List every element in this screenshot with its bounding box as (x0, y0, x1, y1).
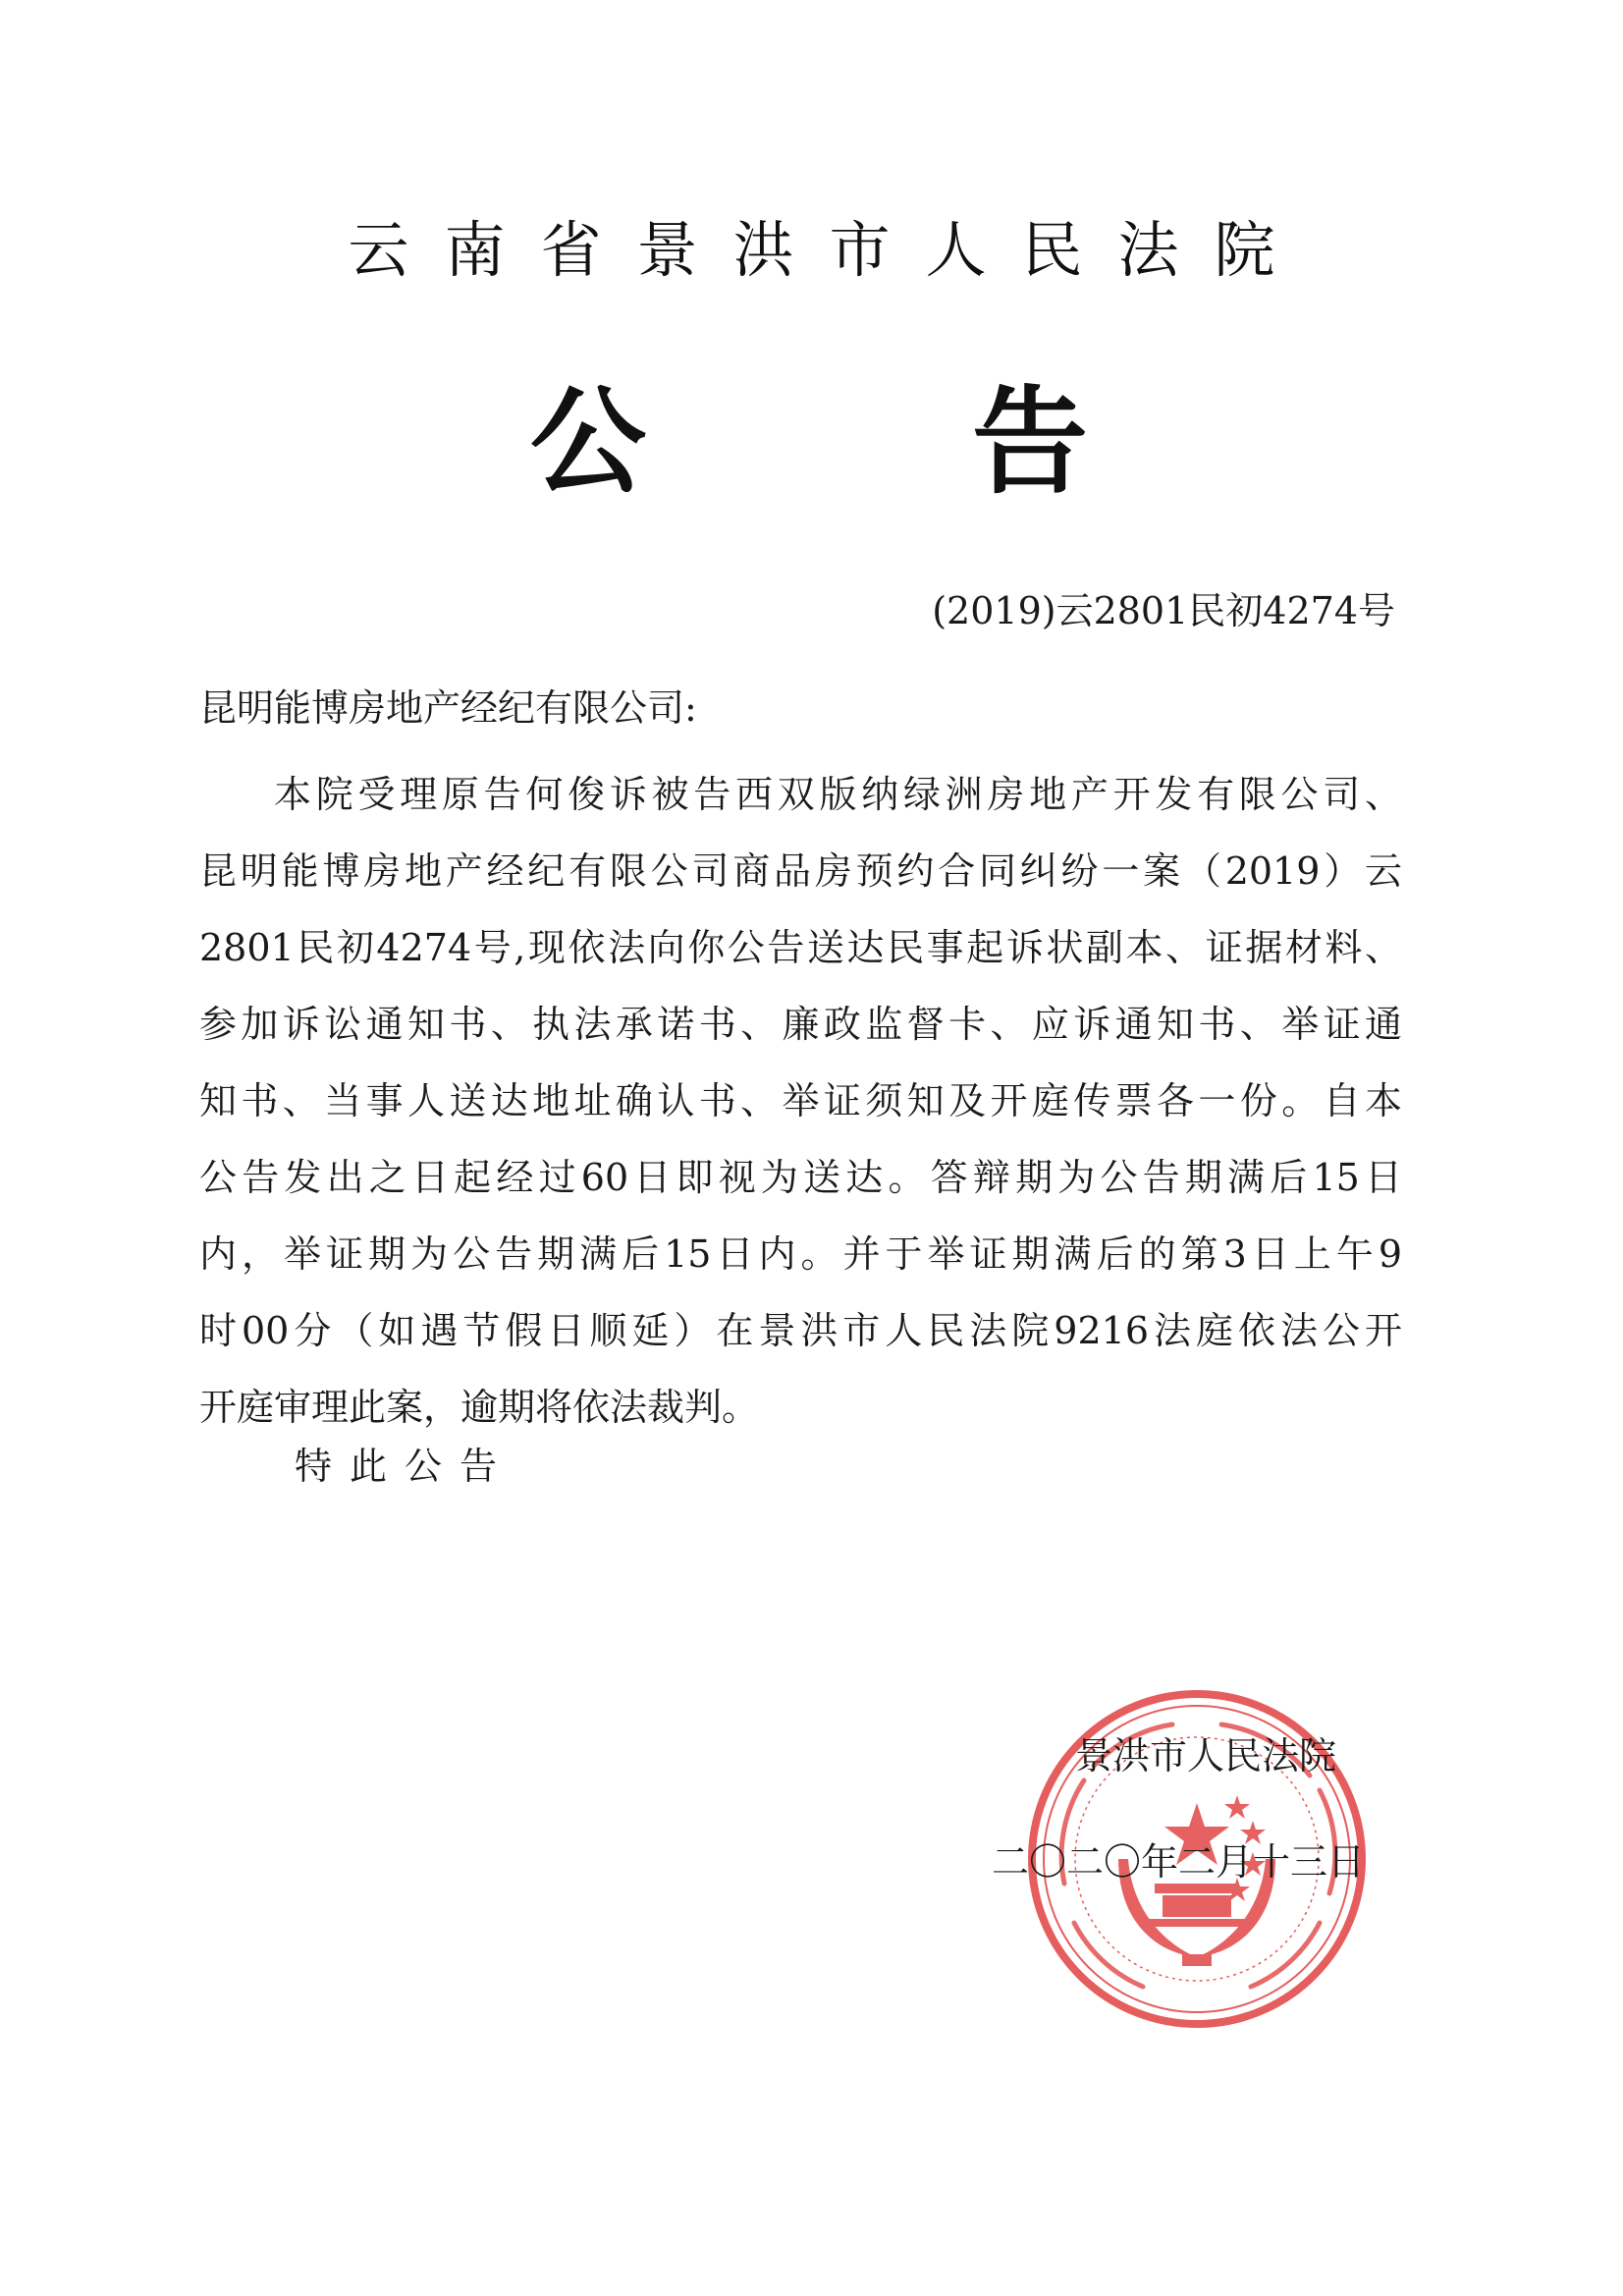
body-line: 时00分（如遇节假日顺延）在景洪市人民法院9216法庭依法公开 (199, 1309, 1402, 1352)
closing-phrase: 特此公告 (295, 1445, 515, 1488)
notice-body (199, 756, 1402, 1446)
addressee: 昆明能博房地产经纪有限公司: (199, 686, 697, 730)
notice-title-right: 告 (972, 373, 1089, 510)
body-line: 知书、当事人送达地址确认书、举证须知及开庭传票各一份。自本 (199, 1079, 1402, 1122)
case-number: (2019)云2801民初4274号 (932, 589, 1395, 632)
body-line: 参加诉讼通知书、执法承诺书、廉政监督卡、应诉通知书、举证通 (199, 1003, 1402, 1046)
body-line: 昆明能博房地产经纪有限公司商品房预约合同纠纷一案（2019）云 (199, 849, 1402, 893)
body-line: 开庭审理此案，逾期将依法裁判。 (199, 1386, 760, 1429)
body-line: 内，举证期为公告期满后15日内。并于举证期满后的第3日上午9 (199, 1232, 1402, 1276)
body-line: 2801民初4274号,现依法向你公告送达民事起诉状副本、证据材料、 (199, 926, 1402, 969)
court-name: 云南省景洪市人民法院 (348, 214, 1311, 286)
notice-title-left: 公 (530, 373, 647, 510)
signature-court: 景洪市人民法院 (1075, 1734, 1337, 1777)
body-line: 本院受理原告何俊诉被告西双版纳绿洲房地产开发有限公司、 (274, 773, 1402, 816)
body-line: 公告发出之日起经过60日即视为送达。答辩期为公告期满后15日 (199, 1156, 1402, 1199)
issue-date: 二〇二〇年二月十三日 (992, 1840, 1366, 1884)
